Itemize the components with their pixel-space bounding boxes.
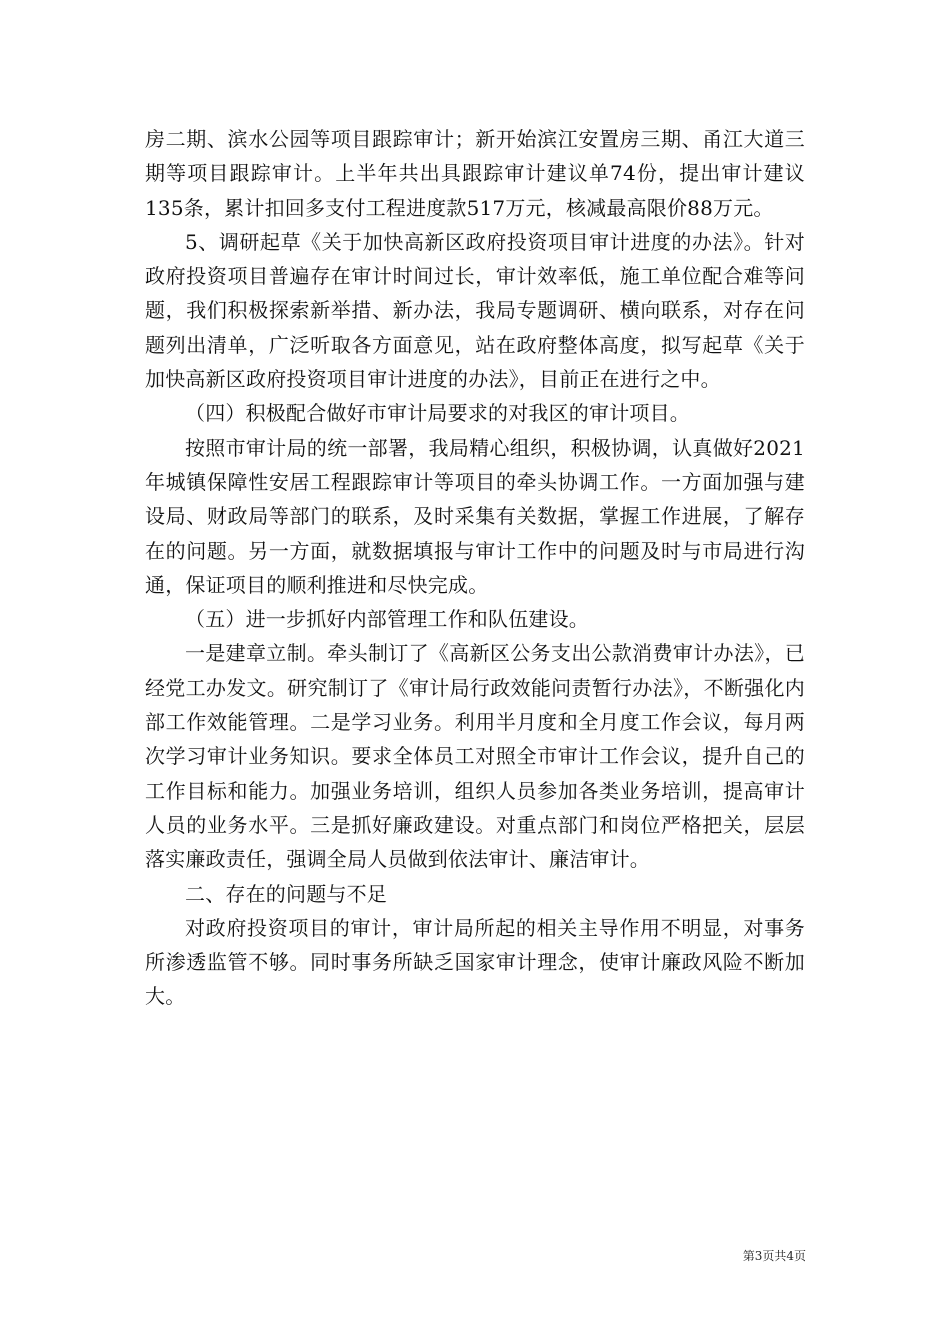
section-heading-problems: 二、存在的问题与不足 [185, 881, 387, 906]
section-heading-5: （五）进一步抓好内部管理工作和队伍建设。 [185, 607, 589, 632]
paragraph-item-5: 5、调研起草《关于加快高新区政府投资项目审计进度的办法》。针对政府投资项目普遍存在审计时间过长，审计效率低，施工单位配合难等问题，我们积极探索新举措、新办法，我局专题调研、横向联系，对存在问题列出清单，广泛听取各方面意见，站在政府整体高度，拟写起草《关于加快高新区政府投资项目审计进度的办法》，目前正在进行之中。 [145, 229, 805, 392]
paragraph-problems: 对政府投资项目的审计，审计局所起的相关主导作用不明显，对事务所渗透监管不够。同时事务所缺乏国家审计理念，使审计廉政风险不断加大。 [145, 915, 805, 1009]
document-body [145, 122, 805, 1014]
section-heading-4: （四）积极配合做好市审计局要求的对我区的审计项目。 [185, 401, 690, 426]
paragraph-section-5: 一是建章立制。牵头制订了《高新区公务支出公款消费审计办法》，已经党工办发文。研究制订了《审计局行政效能问责暂行办法》，不断强化内部工作效能管理。二是学习业务。利用半月度和全月度工作会议，每月两次学习审计业务知识。要求全体员工对照全市审计工作会议，提升自己的工作目标和能力。加强业务培训，组织人员参加各类业务培训，提高审计人员的业务水平。三是抓好廉政建设。对重点部门和岗位严格把关，层层落实廉政责任，强调全局人员做到依法审计、廉洁审计。 [145, 641, 805, 872]
page-number: 第3页共4页 [742, 1249, 806, 1263]
paragraph-section-4: 按照市审计局的统一部署，我局精心组织，积极协调，认真做好2021年城镇保障性安居工程跟踪审计等项目的牵头协调工作。一方面加强与建设局、财政局等部门的联系，及时采集有关数据，掌握工作进展，了解存在的问题。另一方面，就数据填报与审计工作中的问题及时与市局进行沟通，保证项目的顺利推进和尽快完成。 [145, 435, 805, 597]
paragraph-continuation: 房二期、滨水公园等项目跟踪审计；新开始滨江安置房三期、甬江大道三期等项目跟踪审计。上半年共出具跟踪审计建议单74份，提出审计建议135条，累计扣回多支付工程进度款517万元，核减最高限价88万元。 [145, 127, 805, 220]
